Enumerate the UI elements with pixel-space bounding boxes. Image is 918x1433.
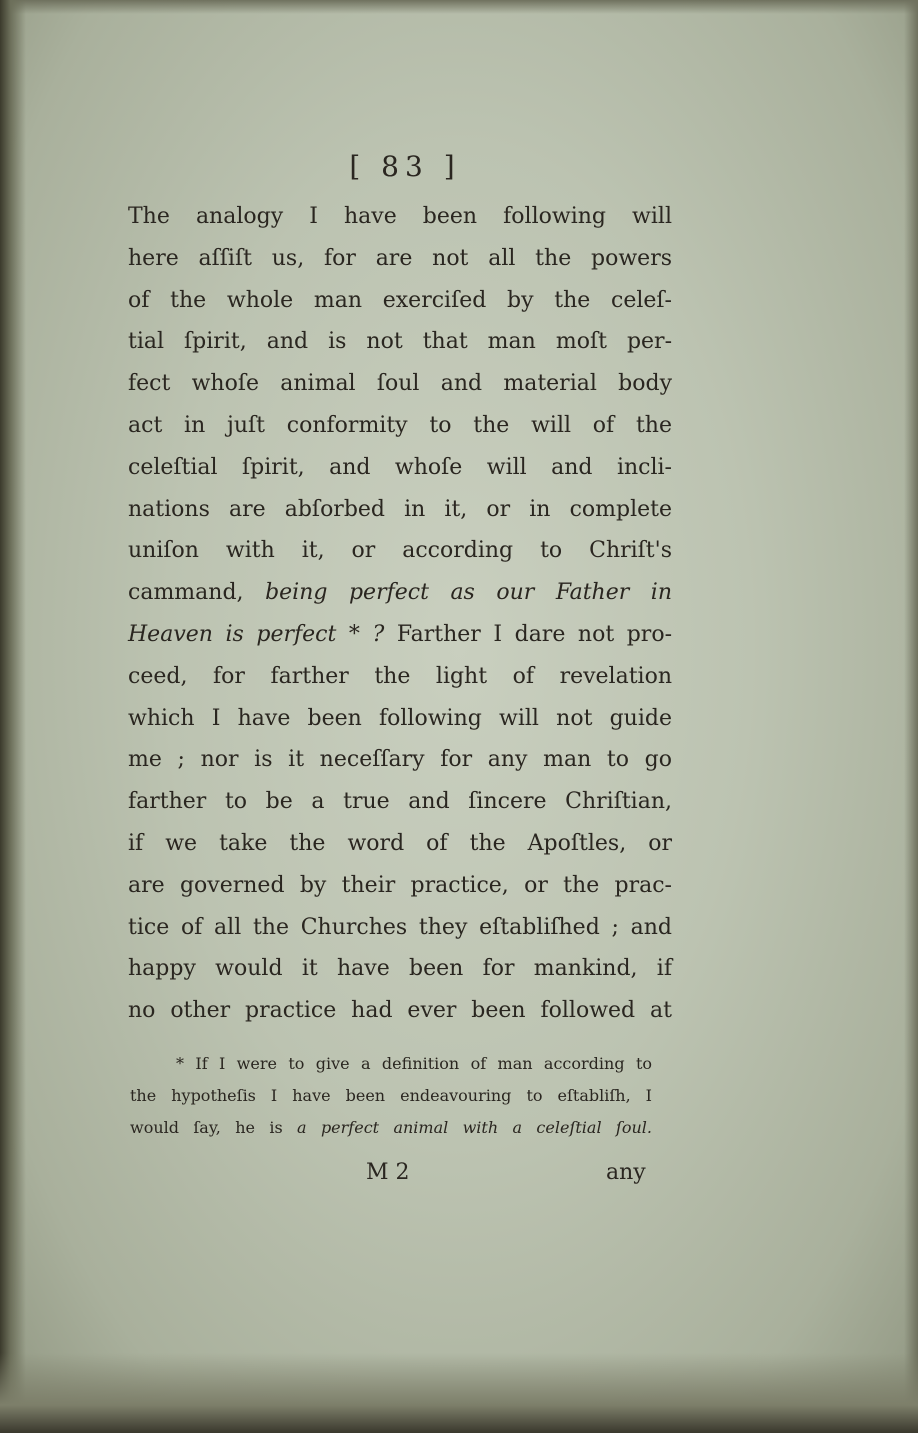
text-line: tice of all the Churches they eſtabliſhed ; and (128, 914, 672, 940)
text-line: act in juſt conformity to the will of the (128, 412, 672, 438)
text-line-with-italic (128, 614, 672, 656)
footnote (130, 1048, 652, 1144)
text-line: uniſon with it, or according to Chriſt's (128, 538, 672, 564)
text-italic: a perfect animal with a celeſtial ſoul. (297, 1118, 652, 1137)
body-text (128, 196, 672, 1032)
text-roman: would ſay, he is (130, 1118, 283, 1137)
text-line: here aſſiſt us, for are not all the powers (128, 245, 672, 271)
text-line: farther to be a true and ſincere Chriſtian, (128, 789, 672, 815)
signature-mark: M 2 (366, 1160, 410, 1185)
text-line: which I have been following will not guide (128, 705, 672, 731)
text-line: no other practice had ever been followed at (128, 998, 672, 1024)
page-edge-shadow-top (0, 0, 918, 14)
text-line: happy would it have been for mankind, if (128, 956, 672, 982)
text-line: fect whoſe animal ſoul and material body (128, 371, 672, 397)
text-italic: Heaven is perfect * ? (128, 621, 385, 647)
text-line: The analogy I have been following will (128, 204, 672, 229)
footnote-line: * If I were to give a definition of man according to (176, 1054, 652, 1073)
footnote-line-with-italic (130, 1112, 652, 1144)
text-line: are governed by their practice, or the prac- (128, 872, 672, 898)
text-roman: Farther I dare not pro- (396, 621, 673, 647)
catchword: any (606, 1160, 646, 1185)
text-line: tial ſpirit, and is not that man moſt per- (128, 329, 672, 355)
text-line: if we take the word of the Apoſtles, or (128, 830, 672, 856)
footnote-line: the hypotheſis I have been endeavouring to eſtabliſh, I (130, 1086, 652, 1105)
text-line: me ; nor is it neceſſary for any man to go (128, 747, 672, 773)
text-italic: being perfect as our Father in (265, 580, 672, 606)
page-edge-shadow-right (904, 0, 918, 1433)
text-roman: cammand, (128, 580, 244, 606)
text-line: ceed, for farther the light of revelation (128, 663, 672, 689)
text-line-with-italic (128, 572, 672, 614)
page-edge-shadow-left (0, 0, 26, 1433)
page-number: [ 83 ] (349, 150, 461, 183)
text-line: celeſtial ſpirit, and whoſe will and incli- (128, 454, 672, 480)
text-line: of the whole man exerciſed by the celeſ- (128, 287, 672, 313)
text-line: nations are abſorbed in it, or in complete (128, 496, 672, 522)
page-edge-shadow-bottom (0, 1353, 918, 1433)
